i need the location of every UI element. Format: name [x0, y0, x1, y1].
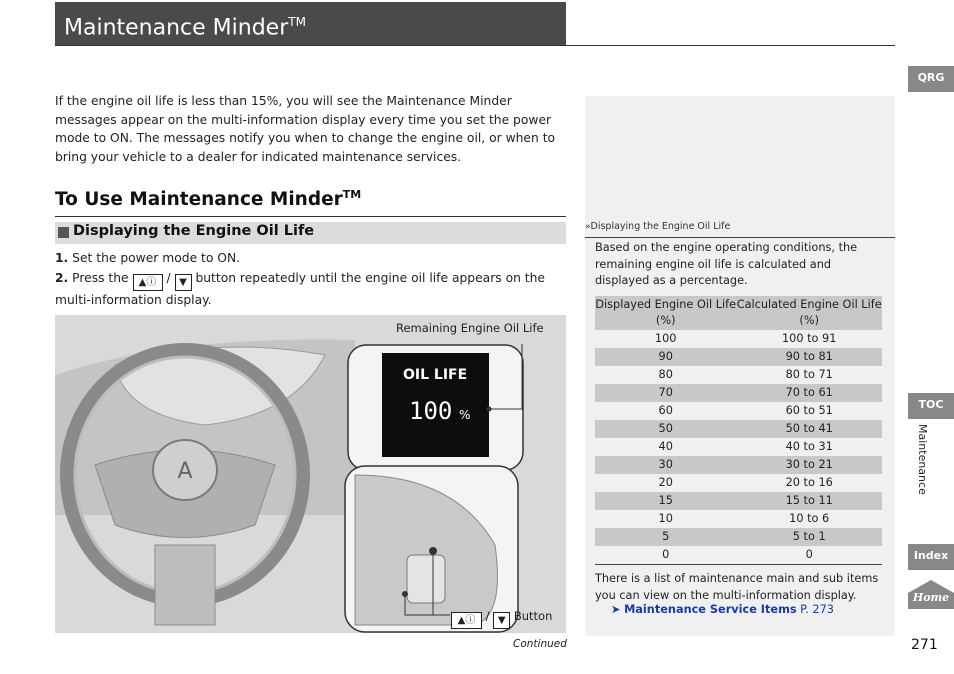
section-rule [55, 216, 566, 217]
chapter-side-label: Maintenance [916, 424, 929, 495]
note-text-2: There is a list of maintenance main and sub items you can view on the multi-information display. [595, 572, 879, 602]
table-row: 20 20 to 16 [658, 476, 833, 489]
illustration-drawing [55, 315, 566, 633]
section-title: To Use Maintenance Minder™ [55, 188, 362, 211]
page-number: 271 [911, 637, 938, 653]
intro-paragraph: If the engine oil life is less than 15%, you will see the Maintenance Minder messages appear on the multi-information display every time you set the power mode to ON. The messages notify you when to change the engine oil, or when to bring your vehicle to a dealer for indicated maintenance services. [55, 94, 556, 164]
table-row: 90 90 to 81 [595, 348, 882, 366]
step-1 [55, 249, 240, 267]
toc-tab[interactable]: TOC [908, 393, 954, 419]
svg-text:A: A [177, 459, 193, 484]
table-header: Calculated Engine Oil Life (%) [736, 296, 882, 330]
table-row: 60 60 to 51 [658, 404, 833, 417]
step-number: 1. [55, 251, 69, 265]
down-button-icon: ▼ [175, 274, 192, 291]
home-button[interactable] [908, 579, 954, 609]
table-row: 5 5 to 1 [595, 528, 882, 546]
steering-wheel-illustration [55, 315, 566, 633]
table-row: 50 50 to 41 [595, 420, 882, 438]
table-row: 40 40 to 31 [658, 440, 833, 453]
table-row: 80 80 to 71 [658, 368, 833, 381]
down-button-icon: ▼ [493, 612, 510, 629]
qrg-tab[interactable]: QRG [908, 66, 954, 92]
step-text: Set the power mode to ON. [72, 251, 241, 265]
callout-remaining-oil-life: Remaining Engine Oil Life [396, 321, 544, 335]
note-rule [585, 237, 895, 238]
svg-text:Home: Home [912, 591, 950, 604]
table-row: 15 15 to 11 [595, 492, 882, 510]
cross-reference[interactable] [611, 603, 834, 616]
table-row: 10 10 to 6 [658, 512, 830, 525]
xref-link[interactable]: Maintenance Service Items [624, 603, 797, 616]
index-tab[interactable]: Index [908, 544, 954, 570]
table-row: 70 70 to 61 [595, 384, 882, 402]
page-title: Maintenance Minder™ [64, 15, 306, 41]
subsection-title: Displaying the Engine Oil Life [73, 223, 315, 239]
table-row: 30 30 to 21 [595, 456, 882, 474]
note-text: Based on the engine operating conditions, the remaining engine oil life is calculated and displayed as a percentage. [595, 241, 858, 287]
table-header: Displayed Engine Oil Life (%) [595, 296, 736, 330]
callout-button: ▲ⓘ / ▼ Button [451, 609, 552, 629]
table-row: 0 0 [662, 548, 813, 561]
subsection-marker-icon [58, 227, 69, 238]
continued-label: Continued [513, 638, 567, 650]
oil-life-unit: % [459, 408, 471, 422]
oil-life-table [595, 296, 882, 565]
step-2: 2. Press the ▲ⓘ / ▼ button repeatedly until the engine oil life appears on the multi-information display. [55, 271, 545, 307]
info-up-button-icon: ▲ⓘ [451, 612, 482, 629]
table-row: 100 100 to 91 [654, 332, 837, 345]
title-rule [55, 45, 895, 46]
home-icon [908, 579, 954, 609]
oil-life-value: 100 [409, 397, 453, 425]
note-heading: »Displaying the Engine Oil Life [585, 221, 731, 232]
xref-arrow-icon: ➤ [611, 603, 621, 616]
note-arrow-icon: » [585, 222, 591, 232]
info-up-button-icon: ▲ⓘ [133, 274, 163, 291]
step-number: 2. [55, 271, 69, 285]
oil-life-label: OIL LIFE [403, 367, 468, 383]
xref-page[interactable]: P. 273 [800, 603, 834, 616]
